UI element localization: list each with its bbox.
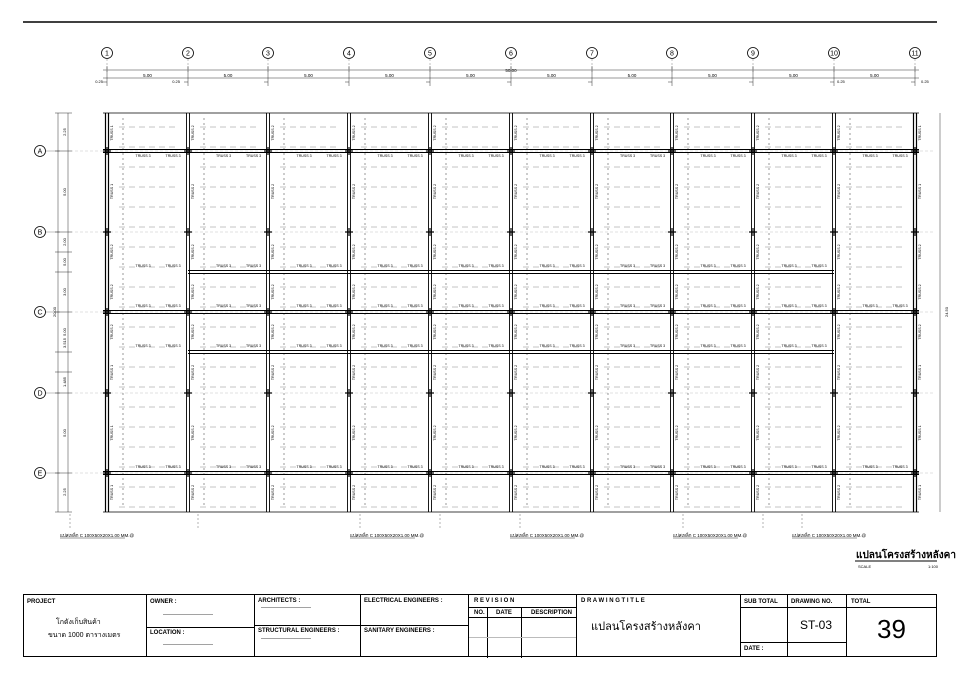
right-overall-dimension: 24.50 bbox=[944, 306, 949, 318]
left-dimension: 2.25 bbox=[62, 128, 67, 136]
truss-vertical-label: TRUSS 2 bbox=[675, 125, 679, 141]
truss-vertical-label: TRUSS 2 bbox=[837, 284, 841, 300]
project-size: ขนาด 1000 ตารางเมตร bbox=[48, 632, 121, 639]
truss-vertical-label: TRUSS 1 bbox=[110, 484, 114, 501]
bay-dimension: 5.00 bbox=[789, 73, 798, 78]
truss-3-label: TRUSS 3 bbox=[246, 154, 262, 158]
truss-vertical-label: TRUSS 2 bbox=[191, 425, 195, 441]
truss-3-label: TRUSS 3 bbox=[650, 465, 666, 469]
bay-dimension: 5.00 bbox=[708, 73, 717, 78]
truss-vertical-label: TRUSS 2 bbox=[110, 244, 114, 260]
truss-vertical-label: TRUSS 2 bbox=[433, 425, 437, 441]
truss-vertical-label: TRUSS 2 bbox=[433, 183, 437, 200]
truss-3-label: TRUSS 3 bbox=[862, 465, 878, 469]
overall-width-dimension: 50.00 bbox=[505, 68, 517, 73]
truss-vertical-label: TRUSS 2 bbox=[433, 244, 437, 260]
truss-3-label: TRUSS 3 bbox=[781, 465, 797, 469]
truss-3-label: TRUSS 3 bbox=[458, 154, 474, 158]
truss-vertical-label: TRUSS 2 bbox=[110, 284, 114, 300]
truss-3-label: TRUSS 3 bbox=[620, 344, 636, 348]
truss-3-label: TRUSS 3 bbox=[458, 264, 474, 268]
truss-3-label: TRUSS 3 bbox=[700, 465, 716, 469]
truss-vertical-label: TRUSS 2 bbox=[514, 125, 518, 141]
truss-3-label: TRUSS 3 bbox=[407, 465, 423, 469]
truss-3-label: TRUSS 3 bbox=[135, 304, 151, 308]
truss-3-label: TRUSS 3 bbox=[811, 154, 827, 158]
truss-vertical-label: TRUSS 2 bbox=[918, 284, 922, 300]
truss-vertical-label: TRUSS 2 bbox=[595, 324, 599, 340]
truss-vertical-label: TRUSS 2 bbox=[271, 484, 275, 501]
truss-vertical-label: TRUSS 2 bbox=[271, 244, 275, 260]
truss-vertical-label: TRUSS 2 bbox=[675, 183, 679, 200]
truss-3-label: TRUSS 3 bbox=[569, 154, 585, 158]
truss-3-label: TRUSS 3 bbox=[407, 304, 423, 308]
truss-vertical-label: TRUSS 2 bbox=[514, 183, 518, 200]
owner-cell bbox=[146, 595, 254, 656]
revision-label: R E V I S I O N bbox=[474, 598, 515, 604]
truss-vertical-label: TRUSS 2 bbox=[191, 484, 195, 501]
truss-3-label: TRUSS 3 bbox=[730, 465, 746, 469]
truss-vertical-label: TRUSS 1 bbox=[110, 425, 114, 441]
truss-vertical-label: TRUSS 2 bbox=[595, 183, 599, 200]
purlin-note: แปสเหล็ก C 100X50X20X1.00 MM.@ bbox=[792, 533, 867, 538]
truss-3-label: TRUSS 3 bbox=[569, 304, 585, 308]
truss-3-label: TRUSS 3 bbox=[407, 154, 423, 158]
electrical-label: ELECTRICAL ENGINEERS : bbox=[364, 598, 443, 604]
truss-vertical-label: TRUSS 2 bbox=[595, 125, 599, 141]
scale-label: SCALE bbox=[858, 564, 872, 569]
truss-vertical-label: TRUSS 1 bbox=[918, 425, 922, 441]
truss-vertical-label: TRUSS 2 bbox=[271, 324, 275, 340]
truss-vertical-label: TRUSS 2 bbox=[352, 324, 356, 340]
grid-row-label: D bbox=[37, 390, 43, 398]
drawing-title-label: D R A W I N G T I T L E bbox=[581, 598, 645, 604]
date-label: DATE : bbox=[744, 646, 764, 652]
left-dimension: 5.00 bbox=[62, 429, 67, 437]
truss-3-label: TRUSS 3 bbox=[811, 344, 827, 348]
truss-vertical-label: TRUSS 2 bbox=[756, 425, 760, 441]
truss-vertical-label: TRUSS 2 bbox=[837, 425, 841, 441]
project-label: PROJECT bbox=[27, 599, 56, 605]
truss-vertical-label: TRUSS 2 bbox=[514, 425, 518, 441]
truss-3-label: TRUSS 3 bbox=[296, 304, 312, 308]
left-dimension: 5.00 bbox=[62, 328, 67, 336]
grid-row-label: E bbox=[37, 470, 43, 478]
truss-vertical-label: TRUSS 2 bbox=[433, 284, 437, 300]
truss-vertical-label: TRUSS 2 bbox=[675, 425, 679, 441]
truss-vertical-label: TRUSS 2 bbox=[191, 284, 195, 300]
grid-column-label: 4 bbox=[347, 50, 351, 58]
truss-3-label: TRUSS 3 bbox=[730, 264, 746, 268]
grid-column-label: 2 bbox=[186, 50, 190, 58]
truss-vertical-label: TRUSS 2 bbox=[675, 324, 679, 340]
bay-dimension: 5.00 bbox=[627, 73, 637, 78]
edge-offset-dimension: 0.25 bbox=[837, 79, 845, 84]
total-label: TOTAL bbox=[851, 599, 871, 605]
title-block bbox=[23, 594, 937, 657]
truss-3-label: TRUSS 3 bbox=[165, 154, 181, 158]
purlin-note: แปสเหล็ก C 100X50X20X1.00 MM.@ bbox=[350, 533, 425, 538]
grid-row-label: C bbox=[37, 309, 43, 317]
edge-offset-dimension: 0.25 bbox=[172, 79, 180, 84]
owner-label: OWNER : bbox=[150, 599, 177, 605]
truss-3-label: TRUSS 3 bbox=[539, 344, 555, 348]
left-dimension: 3.00 bbox=[62, 288, 67, 296]
left-dimension: 3.515 bbox=[62, 337, 67, 349]
truss-3-label: TRUSS 3 bbox=[569, 264, 585, 268]
truss-3-label: TRUSS 3 bbox=[488, 465, 504, 469]
left-overall-dimension: 20.00 bbox=[52, 306, 57, 318]
truss-vertical-label: TRUSS 2 bbox=[595, 284, 599, 300]
owner-blank: ------------------------- bbox=[163, 612, 213, 618]
truss-3-label: TRUSS 3 bbox=[326, 154, 342, 158]
truss-3-label: TRUSS 3 bbox=[650, 344, 666, 348]
truss-vertical-label: TRUSS 2 bbox=[433, 324, 437, 340]
purlin-note: แปสเหล็ก C 100X50X20X1.00 MM.@ bbox=[673, 533, 748, 538]
grid-column-label: 11 bbox=[911, 50, 919, 58]
truss-3-label: TRUSS 3 bbox=[700, 264, 716, 268]
truss-3-label: TRUSS 3 bbox=[165, 465, 181, 469]
drawing-no-label: DRAWING NO. bbox=[791, 599, 833, 605]
grid-column-label: 5 bbox=[428, 50, 432, 58]
revision-cell bbox=[468, 595, 576, 656]
truss-3-label: TRUSS 3 bbox=[700, 154, 716, 158]
truss-vertical-label: TRUSS 2 bbox=[271, 125, 275, 141]
truss-vertical-label: TRUSS 1 bbox=[918, 484, 922, 501]
truss-vertical-label: TRUSS 2 bbox=[433, 364, 437, 381]
left-dimension: 1.485 bbox=[62, 376, 67, 388]
truss-3-label: TRUSS 3 bbox=[135, 344, 151, 348]
truss-3-label: TRUSS 3 bbox=[216, 304, 232, 308]
truss-vertical-label: TRUSS 2 bbox=[191, 244, 195, 260]
truss-vertical-label: TRUSS 2 bbox=[675, 364, 679, 381]
truss-3-label: TRUSS 3 bbox=[407, 344, 423, 348]
truss-vertical-label: TRUSS 2 bbox=[352, 284, 356, 300]
location-blank: ------------------------- bbox=[163, 642, 213, 648]
truss-vertical-label: TRUSS 2 bbox=[191, 324, 195, 340]
bay-dimension: 5.00 bbox=[385, 73, 394, 78]
truss-3-label: TRUSS 3 bbox=[246, 465, 262, 469]
bay-dimension: 5.00 bbox=[870, 73, 879, 78]
truss-3-label: TRUSS 3 bbox=[892, 465, 908, 469]
truss-3-label: TRUSS 3 bbox=[539, 264, 555, 268]
architects-cell bbox=[254, 595, 360, 656]
bay-dimension: 5.00 bbox=[143, 73, 152, 78]
edge-offset-dimension: 0.25 bbox=[921, 79, 929, 84]
truss-vertical-label: TRUSS 2 bbox=[837, 364, 841, 381]
truss-3-label: TRUSS 3 bbox=[650, 304, 666, 308]
truss-3-label: TRUSS 3 bbox=[216, 465, 232, 469]
grid-column-label: 9 bbox=[751, 50, 755, 58]
truss-vertical-label: TRUSS 2 bbox=[756, 125, 760, 141]
truss-3-label: TRUSS 3 bbox=[458, 344, 474, 348]
truss-3-label: TRUSS 3 bbox=[246, 264, 262, 268]
electrical-cell bbox=[360, 595, 468, 656]
truss-vertical-label: TRUSS 2 bbox=[110, 324, 114, 340]
truss-vertical-label: TRUSS 2 bbox=[756, 183, 760, 200]
truss-vertical-label: TRUSS 2 bbox=[756, 324, 760, 340]
truss-3-label: TRUSS 3 bbox=[135, 264, 151, 268]
truss-3-label: TRUSS 3 bbox=[377, 344, 393, 348]
revision-date-header: DATE bbox=[496, 610, 512, 616]
structural-label: STRUCTURAL ENGINEERS : bbox=[258, 628, 340, 634]
truss-3-label: TRUSS 3 bbox=[539, 154, 555, 158]
truss-3-label: TRUSS 3 bbox=[781, 304, 797, 308]
truss-3-label: TRUSS 3 bbox=[811, 264, 827, 268]
truss-3-label: TRUSS 3 bbox=[488, 344, 504, 348]
truss-vertical-label: TRUSS 2 bbox=[918, 324, 922, 340]
truss-3-label: TRUSS 3 bbox=[165, 264, 181, 268]
truss-3-label: TRUSS 3 bbox=[326, 264, 342, 268]
grid-row-label: B bbox=[37, 229, 43, 237]
truss-3-label: TRUSS 3 bbox=[326, 465, 342, 469]
truss-3-label: TRUSS 3 bbox=[377, 304, 393, 308]
truss-3-label: TRUSS 3 bbox=[377, 465, 393, 469]
grid-column-label: 1 bbox=[105, 50, 109, 58]
purlin-note: แปสเหล็ก C 100X50X20X1.00 MM.@ bbox=[510, 533, 585, 538]
truss-vertical-label: TRUSS 2 bbox=[918, 244, 922, 260]
truss-3-label: TRUSS 3 bbox=[862, 304, 878, 308]
grid-column-label: 6 bbox=[509, 50, 513, 58]
truss-3-label: TRUSS 3 bbox=[862, 154, 878, 158]
left-dimension: 5.00 bbox=[62, 258, 67, 266]
architects-label: ARCHITECTS : bbox=[258, 598, 301, 604]
truss-vertical-label: TRUSS 2 bbox=[837, 244, 841, 260]
truss-3-label: TRUSS 3 bbox=[781, 264, 797, 268]
truss-vertical-label: TRUSS 2 bbox=[756, 244, 760, 260]
truss-vertical-label: TRUSS 2 bbox=[352, 484, 356, 501]
truss-3-label: TRUSS 3 bbox=[216, 344, 232, 348]
truss-3-label: TRUSS 3 bbox=[569, 465, 585, 469]
purlin-note: แปสเหล็ก C 100X50X20X1.00 MM.@ bbox=[60, 533, 135, 538]
revision-no-header: NO. bbox=[474, 610, 485, 616]
truss-3-label: TRUSS 3 bbox=[458, 304, 474, 308]
truss-vertical-label: TRUSS 2 bbox=[352, 125, 356, 141]
truss-3-label: TRUSS 3 bbox=[165, 304, 181, 308]
truss-3-label: TRUSS 3 bbox=[569, 344, 585, 348]
truss-3-label: TRUSS 3 bbox=[811, 465, 827, 469]
left-dimension: 2.25 bbox=[62, 488, 67, 496]
truss-3-label: TRUSS 3 bbox=[620, 154, 636, 158]
truss-vertical-label: TRUSS 2 bbox=[271, 284, 275, 300]
truss-vertical-label: TRUSS 2 bbox=[595, 364, 599, 381]
truss-vertical-label: TRUSS 1 bbox=[110, 183, 114, 200]
truss-3-label: TRUSS 3 bbox=[892, 154, 908, 158]
truss-3-label: TRUSS 3 bbox=[246, 304, 262, 308]
drawing-title-value: แปลนโครงสร้างหลังคา bbox=[591, 621, 701, 633]
subtotal-cell bbox=[740, 595, 787, 656]
truss-vertical-label: TRUSS 1 bbox=[110, 364, 114, 381]
truss-3-label: TRUSS 3 bbox=[650, 264, 666, 268]
truss-vertical-label: TRUSS 2 bbox=[352, 364, 356, 381]
project-name: โกดังเก็บสินค้า bbox=[56, 619, 101, 626]
truss-3-label: TRUSS 3 bbox=[781, 154, 797, 158]
truss-vertical-label: TRUSS 1 bbox=[918, 183, 922, 200]
truss-3-label: TRUSS 3 bbox=[165, 344, 181, 348]
truss-3-label: TRUSS 3 bbox=[488, 154, 504, 158]
truss-vertical-label: TRUSS 2 bbox=[837, 183, 841, 200]
truss-vertical-label: TRUSS 2 bbox=[514, 324, 518, 340]
truss-3-label: TRUSS 3 bbox=[296, 154, 312, 158]
truss-vertical-label: TRUSS 2 bbox=[675, 484, 679, 501]
truss-3-label: TRUSS 3 bbox=[458, 465, 474, 469]
truss-3-label: TRUSS 3 bbox=[620, 264, 636, 268]
revision-desc-header: DESCRIPTION bbox=[531, 610, 573, 616]
project-cell bbox=[24, 595, 146, 656]
truss-vertical-label: TRUSS 2 bbox=[271, 425, 275, 441]
truss-vertical-label: TRUSS 1 bbox=[918, 125, 922, 141]
subtotal-label: SUB TOTAL bbox=[744, 599, 778, 605]
truss-3-label: TRUSS 3 bbox=[216, 154, 232, 158]
truss-vertical-label: TRUSS 2 bbox=[514, 484, 518, 501]
truss-vertical-label: TRUSS 2 bbox=[837, 324, 841, 340]
truss-vertical-label: TRUSS 2 bbox=[837, 484, 841, 501]
truss-vertical-label: TRUSS 2 bbox=[191, 183, 195, 200]
truss-3-label: TRUSS 3 bbox=[296, 344, 312, 348]
truss-vertical-label: TRUSS 2 bbox=[595, 425, 599, 441]
truss-3-label: TRUSS 3 bbox=[488, 264, 504, 268]
total-value: 39 bbox=[877, 614, 906, 644]
truss-vertical-label: TRUSS 2 bbox=[756, 284, 760, 300]
drawing-no-value: ST-03 bbox=[800, 618, 833, 632]
edge-offset-dimension: 0.25 bbox=[95, 79, 103, 84]
truss-3-label: TRUSS 3 bbox=[326, 344, 342, 348]
truss-3-label: TRUSS 3 bbox=[135, 154, 151, 158]
grid-column-label: 7 bbox=[590, 50, 594, 58]
architects-blank: ------------------------- bbox=[261, 605, 311, 611]
truss-vertical-label: TRUSS 2 bbox=[433, 125, 437, 141]
truss-3-label: TRUSS 3 bbox=[539, 304, 555, 308]
grid-row-label: A bbox=[37, 148, 43, 156]
sanitary-label: SANITARY ENGINEERS : bbox=[364, 628, 435, 634]
truss-3-label: TRUSS 3 bbox=[488, 304, 504, 308]
total-cell bbox=[846, 595, 936, 656]
truss-3-label: TRUSS 3 bbox=[407, 264, 423, 268]
truss-vertical-label: TRUSS 2 bbox=[756, 364, 760, 381]
truss-3-label: TRUSS 3 bbox=[620, 465, 636, 469]
truss-vertical-label: TRUSS 2 bbox=[433, 484, 437, 501]
truss-vertical-label: TRUSS 2 bbox=[675, 244, 679, 260]
truss-3-label: TRUSS 3 bbox=[650, 154, 666, 158]
truss-3-label: TRUSS 3 bbox=[892, 304, 908, 308]
truss-3-label: TRUSS 3 bbox=[730, 154, 746, 158]
truss-3-label: TRUSS 3 bbox=[730, 344, 746, 348]
truss-3-label: TRUSS 3 bbox=[377, 264, 393, 268]
truss-vertical-label: TRUSS 2 bbox=[191, 364, 195, 381]
truss-vertical-label: TRUSS 2 bbox=[514, 244, 518, 260]
drawing-no-cell bbox=[787, 595, 846, 656]
truss-vertical-label: TRUSS 2 bbox=[514, 364, 518, 381]
drawing-title: แปลนโครงสร้างหลังคา bbox=[856, 550, 956, 561]
truss-3-label: TRUSS 3 bbox=[326, 304, 342, 308]
truss-3-label: TRUSS 3 bbox=[216, 264, 232, 268]
bay-dimension: 5.00 bbox=[547, 73, 556, 78]
left-dimension: 5.00 bbox=[62, 188, 67, 196]
truss-3-label: TRUSS 3 bbox=[620, 304, 636, 308]
truss-vertical-label: TRUSS 2 bbox=[271, 364, 275, 381]
truss-3-label: TRUSS 3 bbox=[296, 465, 312, 469]
grid-column-label: 3 bbox=[266, 50, 270, 58]
grid-column-label: 8 bbox=[670, 50, 674, 58]
truss-vertical-label: TRUSS 1 bbox=[110, 125, 114, 141]
truss-3-label: TRUSS 3 bbox=[700, 344, 716, 348]
location-label: LOCATION : bbox=[150, 630, 185, 636]
bay-dimension: 5.00 bbox=[223, 73, 233, 78]
truss-3-label: TRUSS 3 bbox=[781, 344, 797, 348]
bay-dimension: 5.00 bbox=[466, 73, 475, 78]
truss-vertical-label: TRUSS 2 bbox=[352, 425, 356, 441]
truss-3-label: TRUSS 3 bbox=[296, 264, 312, 268]
truss-vertical-label: TRUSS 2 bbox=[191, 125, 195, 141]
truss-vertical-label: TRUSS 2 bbox=[514, 284, 518, 300]
truss-3-label: TRUSS 3 bbox=[700, 304, 716, 308]
truss-vertical-label: TRUSS 2 bbox=[271, 183, 275, 200]
structural-blank: ------------------------- bbox=[261, 636, 311, 642]
truss-3-label: TRUSS 3 bbox=[135, 465, 151, 469]
truss-3-label: TRUSS 3 bbox=[377, 154, 393, 158]
truss-vertical-label: TRUSS 1 bbox=[918, 364, 922, 381]
bay-dimension: 5.00 bbox=[304, 73, 313, 78]
truss-3-label: TRUSS 3 bbox=[539, 465, 555, 469]
truss-vertical-label: TRUSS 2 bbox=[756, 484, 760, 501]
truss-3-label: TRUSS 3 bbox=[246, 344, 262, 348]
truss-vertical-label: TRUSS 2 bbox=[675, 284, 679, 300]
truss-3-label: TRUSS 3 bbox=[730, 304, 746, 308]
drawing-title-cell bbox=[576, 595, 740, 656]
scale-value: 1:100 bbox=[928, 564, 939, 569]
grid-column-label: 10 bbox=[830, 50, 838, 58]
truss-vertical-label: TRUSS 2 bbox=[837, 125, 841, 141]
truss-vertical-label: TRUSS 2 bbox=[352, 244, 356, 260]
truss-3-label: TRUSS 3 bbox=[811, 304, 827, 308]
truss-vertical-label: TRUSS 2 bbox=[352, 183, 356, 200]
truss-vertical-label: TRUSS 2 bbox=[595, 484, 599, 501]
truss-vertical-label: TRUSS 2 bbox=[595, 244, 599, 260]
left-dimension: 2.00 bbox=[62, 238, 67, 246]
